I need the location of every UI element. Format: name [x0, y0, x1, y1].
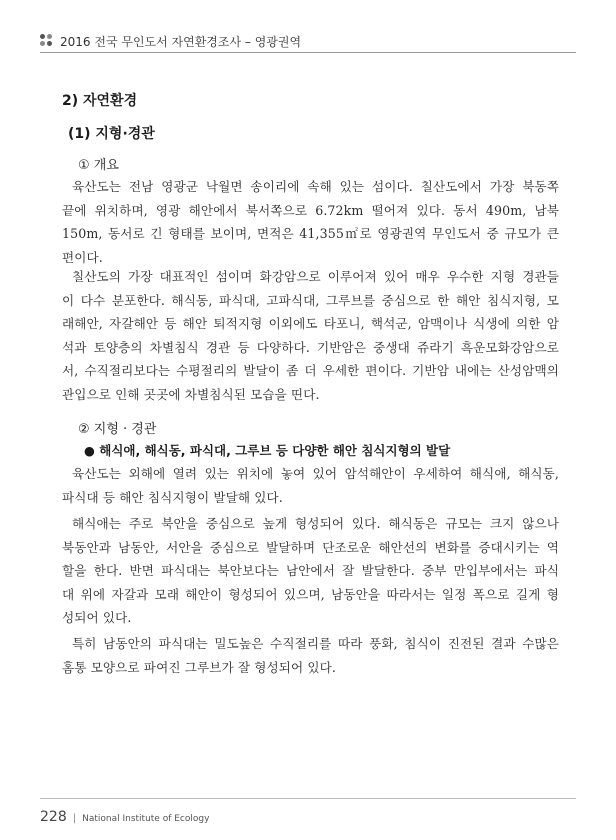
footer-separator: |	[72, 813, 77, 824]
subheading-landform: ② 지형 · 경관	[78, 422, 157, 437]
text-line: 할을 한다. 반면 파식대는 북안보다는 남안에서 잘 발달한다. 중부 만입부에서는 파식	[62, 563, 559, 578]
text-line: 성되어 있다.	[62, 610, 132, 625]
header-title: 2016 전국 무인도서 자연환경조사 – 영광권역	[60, 35, 302, 49]
text-line: 해식애는 주로 북안을 중심으로 높게 형성되어 있다. 해식동은 규모는 크지 않으나	[72, 516, 559, 531]
text-line: 편이다.	[62, 249, 103, 265]
subsection-title: (1) 지형·경관	[68, 126, 155, 142]
paragraph-landform-1	[62, 462, 559, 509]
text-line: 파식대 등 해안 침식지형이 발달해 있다.	[62, 489, 283, 505]
text-line: 150m, 동서로 긴 형태를 보이며, 면적은 41,355㎡로 영광권역 무인도서 중 규모가 큰	[62, 226, 559, 241]
text-line: 서, 수직절리보다는 수평절리의 발달이 좀 더 우세한 편이다. 기반암 내에는 산성암맥의	[62, 363, 559, 378]
footer-rule	[40, 798, 576, 799]
paragraph-overview-1	[62, 175, 559, 269]
header-rule	[40, 52, 576, 53]
text-line: 칠산도의 가장 대표적인 섬이며 화강암으로 이루어져 있어 매우 우수한 지형 경관들	[72, 269, 559, 284]
section-title: 2) 자연환경	[62, 93, 138, 109]
text-line: 석과 토양층의 차별침식 경관 등 다양하다. 기반암은 중생대 쥬라기 흑운모화강암으로	[62, 339, 559, 355]
paragraph-landform-2	[62, 512, 559, 630]
text-line: 관입으로 인해 곳곳에 차별침식된 모습을 띤다.	[62, 386, 320, 402]
running-header	[40, 30, 576, 52]
page-footer	[40, 806, 209, 825]
text-line: 육산도는 전남 영광군 낙월면 송이리에 속해 있는 섬이다. 칠산도에서 가장 북동쪽	[72, 179, 559, 194]
page-number: 228	[40, 809, 67, 825]
subheading-overview: ① 개요	[78, 158, 119, 173]
paragraph-overview-2	[62, 265, 559, 406]
text-line: 특히 남동안의 파식대는 밀도높은 수직절리를 따라 풍화, 침식이 진전된 결과 수많은	[72, 636, 559, 651]
text-line: 북동안과 남동안, 서안을 중심으로 발달하며 단조로운 해안선의 변화를 증대시키는 역	[62, 539, 559, 555]
text-line: 육산도는 외해에 열려 있는 위치에 놓여 있어 암석해안이 우세하여 해식애, 해식동,	[72, 466, 559, 481]
text-line: 이 다수 분포한다. 해식동, 파식대, 고파식대, 그루브를 중심으로 한 해안 침식지형, 모	[62, 292, 559, 308]
paragraph-landform-3	[62, 632, 559, 679]
text-line: 끝에 위치하며, 영광 해안에서 북서쪽으로 6.72km 떨어져 있다. 동서 490m, 남북	[62, 202, 559, 218]
header-dots-icon	[40, 34, 54, 48]
text-line: 대 위에 자갈과 모래 해안이 형성되어 있으며, 남동안을 따라서는 일정 폭으로 길게 형	[62, 586, 559, 602]
text-line: 홈통 모양으로 파여진 그루브가 잘 형성되어 있다.	[62, 659, 337, 675]
text-line: 래해안, 자갈해안 등 해안 퇴적지형 이외에도 타포니, 핵석군, 암맥이나 식생에 의한 암	[62, 316, 559, 331]
bullet-heading: ● 해식애, 해식동, 파식대, 그루브 등 다양한 해안 침식지형의 발달	[84, 443, 451, 458]
footer-institute: National Institute of Ecology	[82, 814, 210, 824]
